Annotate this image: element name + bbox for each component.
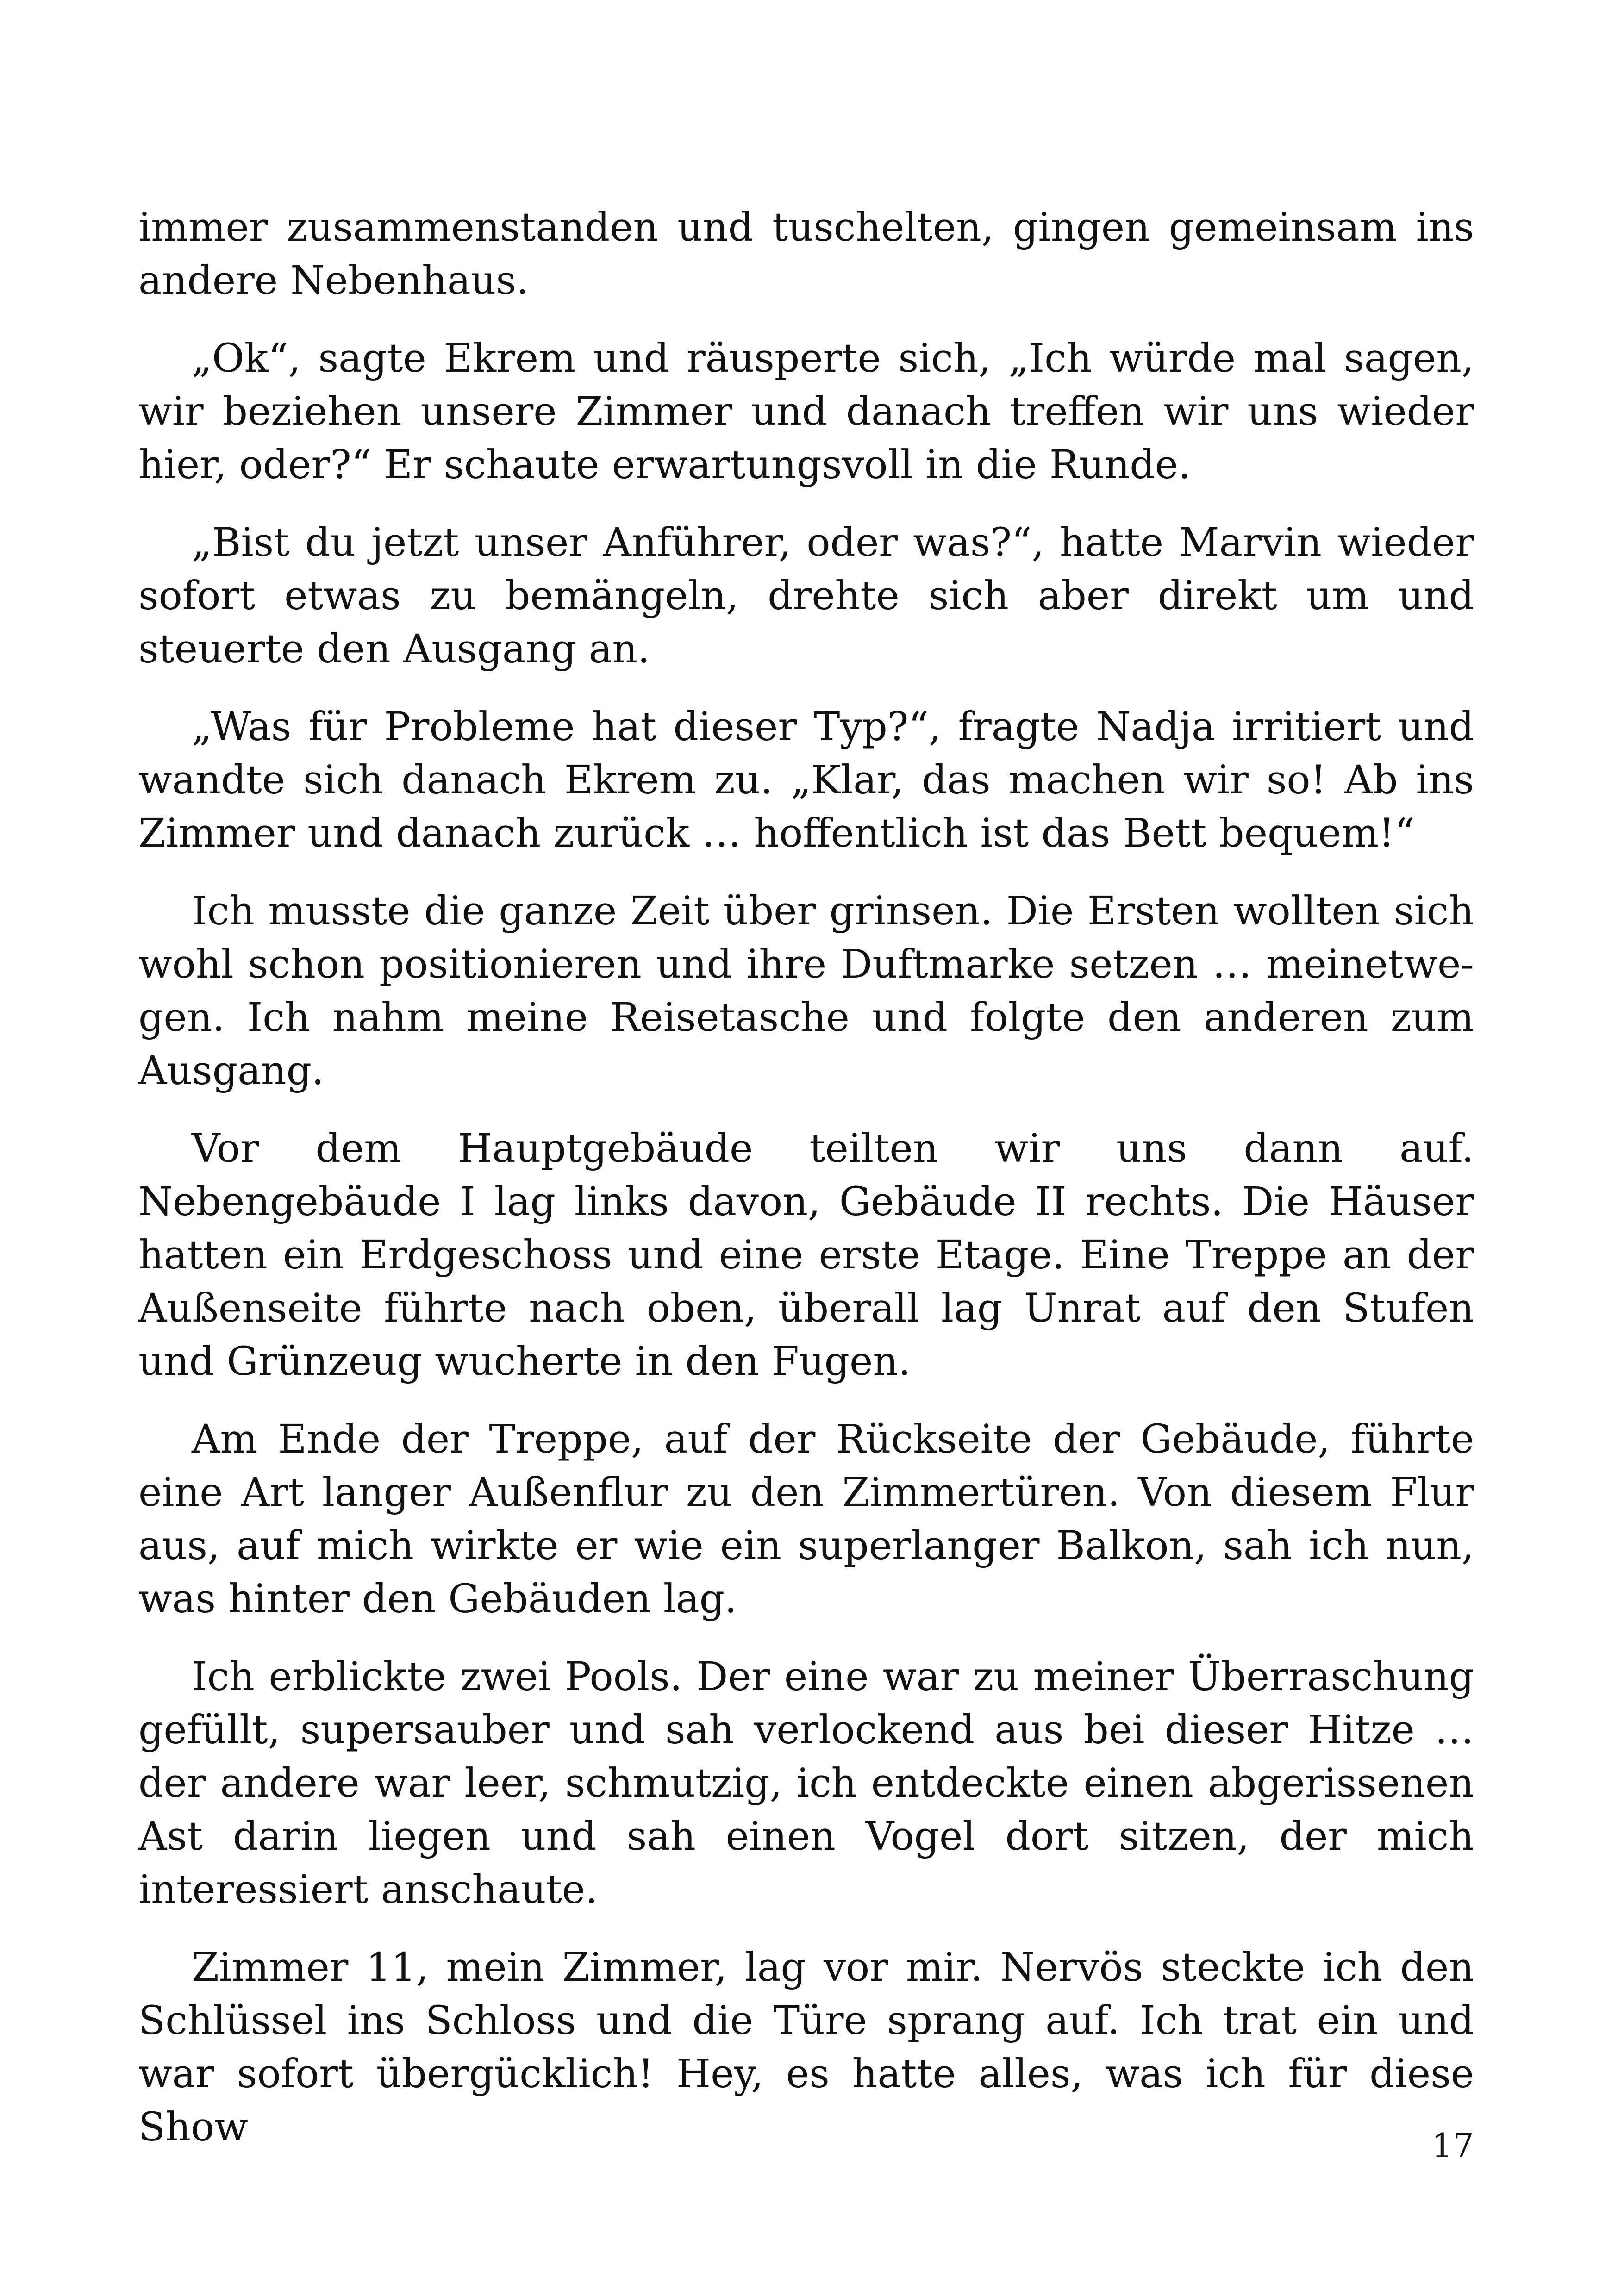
paragraph: „Bist du jetzt unser Anführer, oder was?“, hatte Marvin wieder sofort etwas zu bemängeln, drehte sich aber direkt um und steuerte den Ausgang an. xyxy=(138,520,1474,672)
paragraph: „Was für Probleme hat dieser Typ?“, fragte Nadja irritiert und wandte sich danach Ekrem zu. „Klar, das machen wir so! Ab ins Zimmer und danach zurück … hoffentlich ist das Bett bequem!“ xyxy=(138,704,1474,856)
paragraph: Ich musste die ganze Zeit über grinsen. Die Ersten wollten sich wohl schon positionieren und ihre Duftmarke setzen … meinetwegen. Ich nahm meine Reisetasche und folgte den anderen zum Ausgang. xyxy=(138,888,1474,1094)
paragraph: Am Ende der Treppe, auf der Rückseite der Gebäude, führte eine Art langer Außenflur zu den Zimmertüren. Von diesem Flur aus, auf mich wirkte er wie ein superlanger Balkon, sah ich nun, was hinter den Gebäuden lag. xyxy=(138,1416,1474,1622)
paragraph: immer zusammenstanden und tuschelten, gingen gemeinsam ins andere Nebenhaus. xyxy=(138,205,1474,304)
paragraph: Zimmer 11, mein Zimmer, lag vor mir. Nervös steckte ich den Schlüssel ins Schloss und die Türe sprang auf. Ich trat ein und war sofort übergücklich! Hey, es hatte alles, was ich für diese Show xyxy=(138,1945,1474,2150)
paragraph: Vor dem Hauptgebäude teilten wir uns dann auf. Nebengebäude I lag links davon, Gebäude II rechts. Die Häuser hatten ein Erdgeschoss und eine erste Etage. Eine Treppe an der Außenseite führte nach oben, überall lag Unrat auf den Stufen und Grünzeug wucherte in den Fugen. xyxy=(138,1126,1474,1385)
body-text xyxy=(138,201,1474,2154)
page-number: 17 xyxy=(1431,2126,1474,2165)
paragraph: Ich erblickte zwei Pools. Der eine war zu meiner Überraschung gefüllt, supersauber und sah verlockend aus bei dieser Hitze … der andere war leer, schmutzig, ich entdeckte einen abgerissenen Ast darin liegen und sah einen Vogel dort sitzen, der mich interessiert anschaute. xyxy=(138,1654,1474,1913)
paragraph: „Ok“, sagte Ekrem und räusperte sich, „Ich würde mal sagen, wir beziehen unsere Zimmer und danach treffen wir uns wieder hier, oder?“ Er schaute erwartungsvoll in die Runde. xyxy=(138,336,1474,488)
